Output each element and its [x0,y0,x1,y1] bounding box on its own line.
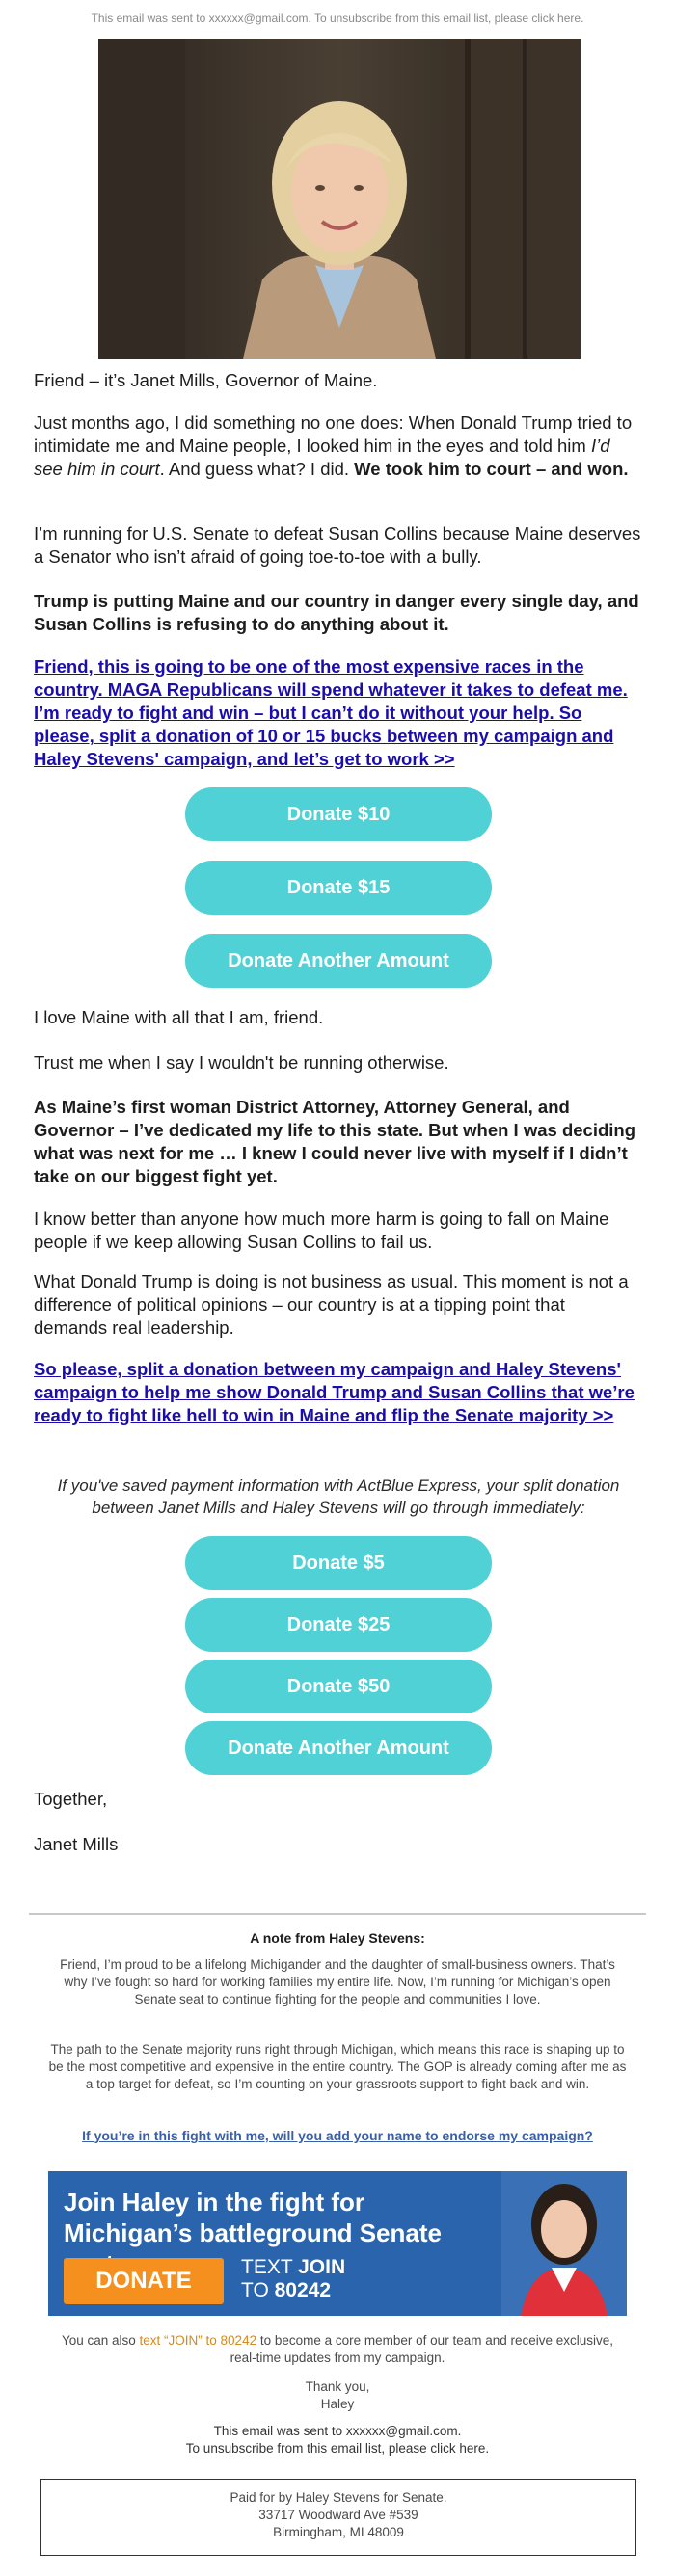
paragraph-dedication: As Maine’s first woman District Attorney, Attorney General, and Governor – I’ve dedicated my life to this state. But when I was deciding what was next for me … I knew I could never live with myself if I didn’t take on our biggest fight yet. [34,1097,636,1186]
footer-unsubscribe-link[interactable]: To unsubscribe from this email list, please click here. [185,2441,490,2456]
haley-paragraph-2: The path to the Senate majority runs right through Michigan, which means this race is shaping up to be the most competitive and expensive in the entire country. The GOP is already coming after me as a top target for defeat, so I’m counting on your grassroots support to fight back and win. [48,2042,627,2091]
donate-link-2[interactable]: So please, split a donation between my campaign and Haley Stevens' campaign to help me show Donald Trump and Susan Collins that we’re ready to fight like hell to win in Maine and flip the Senate majority >> [34,1359,634,1425]
donate-another-amount-button-2[interactable]: Donate Another Amount [185,1721,492,1775]
intro-text: Friend – it’s Janet Mills, Governor of Maine. [34,370,378,390]
banner-text-join [241,2256,345,2302]
haley-photo [501,2171,627,2316]
paragraph-court-italic: I’d see him in court [34,436,610,479]
paid-for-line: Paid for by Haley Stevens for Senate. [230,2490,447,2505]
banner-to-prefix: TO [241,2279,275,2301]
signature: Janet Mills [34,1834,119,1854]
haley-note-title: A note from Haley Stevens: [250,1930,425,1946]
actblue-note: If you've saved payment information with ActBlue Express, your split donation between Janet Mills and Haley Stevens will go through immediately: [57,1476,620,1517]
donate-5-button[interactable]: Donate $5 [185,1536,492,1590]
paragraph-love-maine: I love Maine with all that I am, friend. [34,1007,324,1027]
paragraph-tipping-point: What Donald Trump is doing is not business as usual. This moment is not a difference of political opinions – our country is at a tipping point that demands real leadership. [34,1271,629,1338]
donate-link-1[interactable]: Friend, this is going to be one of the most expensive races in the country. MAGA Republicans will spend whatever it takes to defeat me. I’m ready to fight and win – but I can’t do it without your help. So please, split a donation of 10 or 15 bucks between my campaign and Haley Stevens' campaign, and let’s get to work >> [34,656,628,769]
haley-thanks: Thank you, [305,2379,370,2394]
section-divider [29,1913,646,1915]
haley-name: Haley [320,2397,355,2411]
paragraph-running: I’m running for U.S. Senate to defeat Susan Collins because Maine deserves a Senator who isn’t afraid of going toe-to-toe with a bully. [34,523,641,567]
donate-15-button[interactable]: Donate $15 [185,861,492,915]
paragraph-harm: I know better than anyone how much more harm is going to fall on Maine people if we keep allowing Susan Collins to fail us. [34,1208,609,1252]
banner-to-line [241,2279,345,2302]
banner-text-prefix: TEXT [241,2256,299,2278]
paragraph-court [34,412,643,481]
paragraph-court-c: . And guess what? I did. [159,459,355,479]
sms-note [48,2332,627,2367]
paragraph-court-bold: We took him to court – and won. [354,459,629,479]
donate-another-amount-button-1[interactable]: Donate Another Amount [185,934,492,988]
hero-photo [98,39,580,359]
banner-donate-button[interactable]: DONATE [64,2258,224,2304]
donate-25-button[interactable]: Donate $25 [185,1598,492,1652]
banner-title: Join Haley in the fight for Michigan’s battleground Senate [64,2188,442,2247]
paragraph-court-a: Just months ago, I did something no one does: When Donald Trump tried to intimidate me and Maine people, I looked him in the eyes and told him [34,412,633,456]
donate-10-button[interactable]: Donate $10 [185,787,492,841]
sms-note-a: You can also [61,2333,140,2348]
footer-sent-line: This email was sent to xxxxxx@gmail.com. [213,2424,462,2438]
preheader-text[interactable]: This email was sent to xxxxxx@gmail.com. To unsubscribe from this email list, please click here. [91,12,584,25]
banner-to-number: 80242 [274,2279,332,2301]
sms-note-c: to become a core member of our team and receive exclusive, real-time updates from my campaign. [230,2333,614,2365]
haley-banner[interactable] [48,2171,627,2316]
paid-for-city: Birmingham, MI 48009 [273,2525,404,2539]
paragraph-danger: Trump is putting Maine and our country in danger every single day, and Susan Collins is refusing to do anything about it. [34,591,639,634]
haley-paragraph-1: Friend, I’m proud to be a lifelong Michigander and the daughter of small-business owners. That’s why I’ve fought so hard for working families my entire life. Now, I’m running for Michigan’s open Senate seat to continue fighting for the people and communities I love. [60,1957,615,2006]
closing-text: Together, [34,1789,108,1809]
banner-text-line [241,2256,345,2279]
sms-note-keyword[interactable]: text “JOIN” to 80242 [139,2333,257,2348]
haley-endorse-link[interactable]: If you’re in this fight with me, will you add your name to endorse my campaign? [82,2128,593,2143]
donate-50-button[interactable]: Donate $50 [185,1660,492,1713]
paid-for-box [40,2479,636,2556]
paid-for-address: 33717 Woodward Ave #539 [258,2508,418,2522]
paragraph-trust: Trust me when I say I wouldn't be running otherwise. [34,1052,449,1073]
banner-text-keyword: JOIN [298,2256,346,2278]
